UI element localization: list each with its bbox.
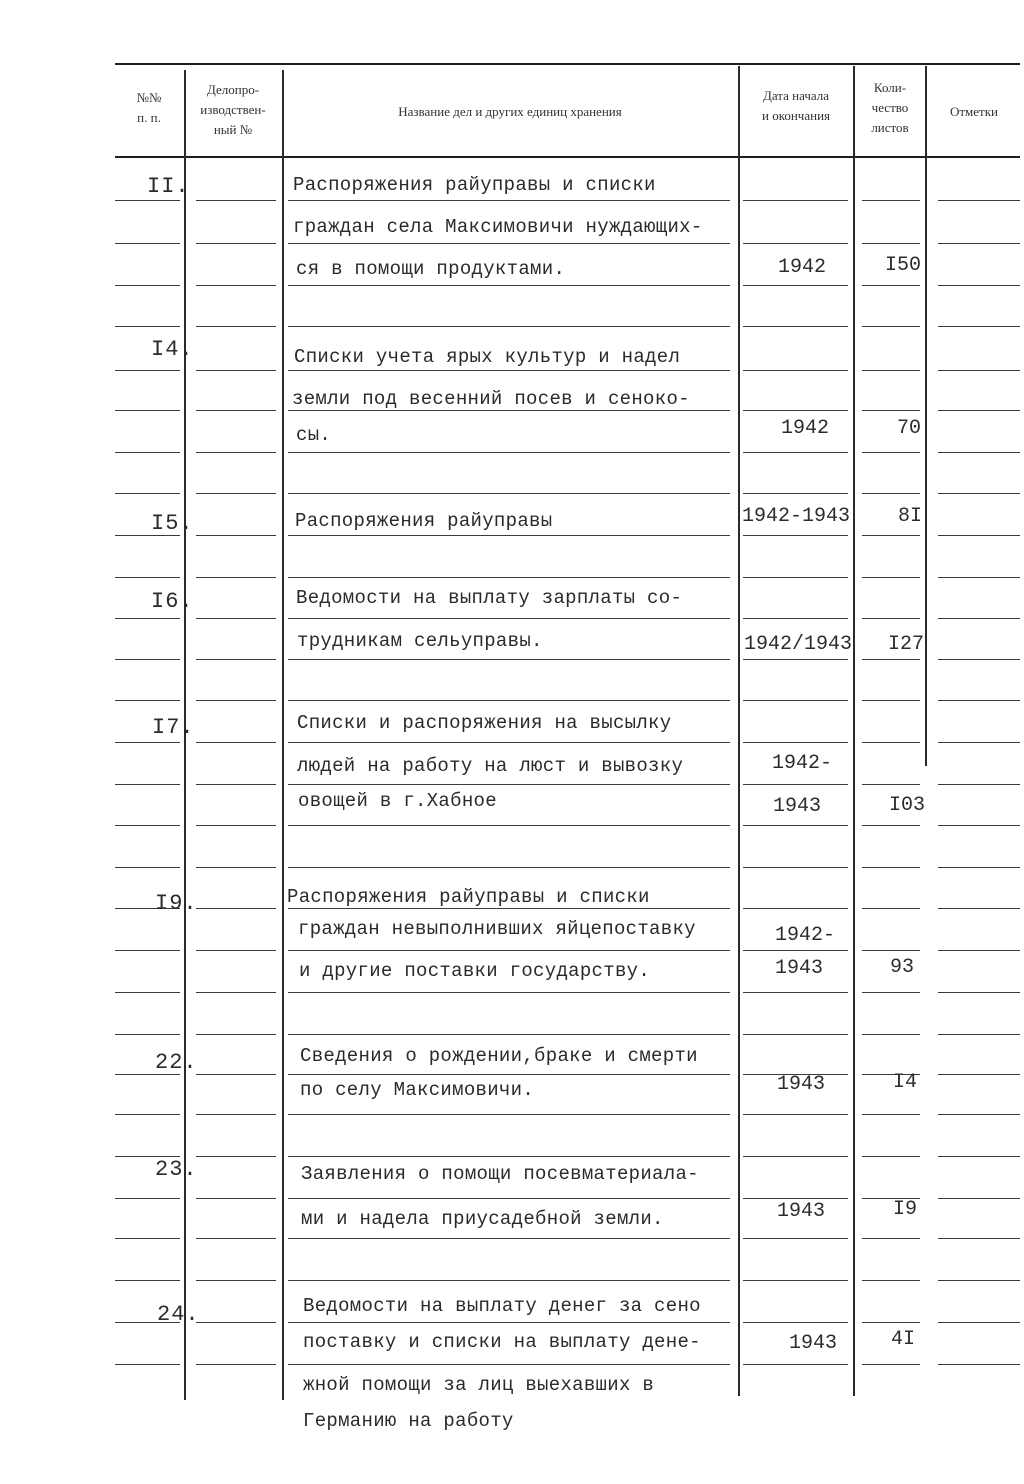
entry-title-line: овощей в г.Хабное: [298, 790, 497, 812]
entry-title-line: граждан невыполнивших яйцепоставку: [298, 918, 696, 940]
entry-number: II.: [147, 174, 190, 199]
ruled-line: [938, 243, 1020, 244]
entry-date-start: 1942-: [775, 924, 836, 947]
ruled-line: [862, 370, 920, 371]
ruled-line: [938, 1238, 1020, 1239]
ruled-line: [115, 950, 180, 951]
ruled-line: [743, 992, 848, 993]
ruled-line: [938, 950, 1020, 951]
ruled-line: [196, 867, 276, 868]
ruled-line: [288, 784, 730, 785]
ruled-line: [115, 493, 180, 494]
ruled-line: [938, 700, 1020, 701]
ruled-line: [743, 535, 848, 536]
entry-date: 1942/1943: [744, 633, 853, 656]
entry-sheet-count: 8I: [898, 505, 923, 528]
entry-title-line: Распоряжения райуправы и списки: [293, 174, 656, 196]
ruled-line: [938, 1074, 1020, 1075]
ruled-line: [196, 370, 276, 371]
ruled-line: [938, 1034, 1020, 1035]
ruled-line: [938, 1280, 1020, 1281]
ruled-line: [938, 825, 1020, 826]
ruled-line: [288, 1322, 730, 1323]
entry-number: I6.: [151, 589, 194, 614]
ruled-line: [115, 410, 180, 411]
ruled-line: [288, 577, 730, 578]
ruled-line: [288, 535, 730, 536]
ruled-line: [743, 243, 848, 244]
ruled-line: [862, 535, 920, 536]
ruled-line: [743, 410, 848, 411]
ruled-line: [938, 784, 1020, 785]
ruled-line: [938, 742, 1020, 743]
ruled-line: [743, 950, 848, 951]
ruled-line: [288, 243, 730, 244]
ruled-line: [196, 992, 276, 993]
entry-sheet-count: I9: [893, 1198, 918, 1221]
ruled-line: [862, 825, 920, 826]
ruled-line: [196, 742, 276, 743]
ruled-line: [938, 452, 1020, 453]
ruled-line: [115, 285, 180, 286]
entry-date: 1942: [778, 256, 827, 279]
entry-title-line: Распоряжения райуправы: [295, 510, 553, 532]
entry-title-line: ся в помощи продуктами.: [296, 258, 566, 280]
ruled-line: [743, 784, 848, 785]
entry-title-line: граждан села Максимовичи нуждающих-: [293, 216, 703, 238]
entry-sheet-count: 4I: [891, 1328, 916, 1351]
ruled-line: [196, 825, 276, 826]
ruled-line: [196, 243, 276, 244]
entry-sheet-count: I27: [888, 633, 925, 656]
header-notes: Отметки: [949, 104, 999, 119]
ruled-line: [115, 1238, 180, 1239]
header-top-rule: [115, 63, 1020, 65]
entry-title-line: Германию на работу: [303, 1410, 514, 1432]
ruled-line: [743, 285, 848, 286]
entry-title-line: Заявления о помощи посевматериала-: [301, 1163, 699, 1185]
ruled-line: [938, 326, 1020, 327]
ruled-line: [115, 742, 180, 743]
ruled-line: [115, 200, 180, 201]
ruled-line: [196, 1198, 276, 1199]
entry-number: I7.: [152, 715, 195, 740]
column-rule-4: [853, 66, 855, 1396]
entry-title-line: Сведения о рождении,браке и смерти: [300, 1045, 698, 1067]
entry-date-start: 1942-: [772, 752, 833, 775]
ruled-line: [862, 493, 920, 494]
entry-date: 1943: [777, 1073, 826, 1096]
entry-title-line: Ведомости на выплату денег за сено: [303, 1295, 701, 1317]
column-rule-5: [925, 66, 927, 766]
entry-title-line: Списки и распоряжения на высылку: [297, 712, 672, 734]
ruled-line: [196, 1156, 276, 1157]
ruled-line: [862, 243, 920, 244]
ruled-line: [938, 867, 1020, 868]
entry-sheet-count: 70: [897, 417, 922, 440]
ruled-line: [743, 1114, 848, 1115]
ruled-line: [743, 1198, 848, 1199]
ruled-line: [196, 1322, 276, 1323]
ruled-line: [288, 1034, 730, 1035]
ruled-line: [862, 1034, 920, 1035]
header-dates: Дата начала и окончания: [761, 88, 831, 124]
ruled-line: [862, 1280, 920, 1281]
ruled-line: [196, 452, 276, 453]
ruled-line: [115, 1034, 180, 1035]
ruled-line: [743, 700, 848, 701]
ruled-line: [115, 659, 180, 660]
entry-title-line: Ведомости на выплату зарплаты со-: [296, 587, 683, 609]
ruled-line: [938, 577, 1020, 578]
ruled-line: [288, 659, 730, 660]
ruled-line: [938, 1114, 1020, 1115]
ruled-line: [115, 1198, 180, 1199]
ruled-line: [938, 493, 1020, 494]
ruled-line: [743, 452, 848, 453]
entry-number: 24.: [157, 1302, 200, 1327]
ruled-line: [743, 370, 848, 371]
ruled-line: [862, 659, 920, 660]
ruled-line: [862, 1322, 920, 1323]
ruled-line: [938, 908, 1020, 909]
entry-title-line: Списки учета ярых культур и надел: [294, 346, 681, 368]
entry-date: 1942: [781, 417, 830, 440]
ruled-line: [115, 992, 180, 993]
entry-sheet-count: I50: [885, 254, 922, 277]
ruled-line: [288, 493, 730, 494]
ruled-line: [743, 867, 848, 868]
ruled-line: [938, 992, 1020, 993]
entry-number: I4.: [151, 337, 194, 362]
column-rule-3: [738, 66, 740, 1396]
ruled-line: [196, 285, 276, 286]
ruled-line: [743, 1156, 848, 1157]
entry-title-line: сы.: [296, 424, 332, 446]
ruled-line: [115, 452, 180, 453]
ruled-line: [115, 1364, 180, 1365]
ruled-line: [196, 1034, 276, 1035]
ruled-line: [862, 867, 920, 868]
ruled-line: [288, 200, 730, 201]
ruled-line: [938, 1364, 1020, 1365]
ruled-line: [743, 1238, 848, 1239]
entry-title-line: поставку и списки на выплату дене-: [303, 1331, 701, 1353]
ruled-line: [862, 285, 920, 286]
ruled-line: [938, 370, 1020, 371]
ruled-line: [115, 577, 180, 578]
ruled-line: [743, 326, 848, 327]
entry-number: 22.: [155, 1050, 198, 1075]
ruled-line: [862, 992, 920, 993]
ruled-line: [862, 1238, 920, 1239]
ruled-line: [862, 1364, 920, 1365]
ruled-line: [196, 784, 276, 785]
ruled-line: [288, 950, 730, 951]
ruled-line: [862, 452, 920, 453]
ruled-line: [862, 200, 920, 201]
ruled-line: [288, 742, 730, 743]
ruled-line: [862, 1156, 920, 1157]
ruled-line: [288, 370, 730, 371]
entry-number: I5.: [151, 511, 194, 536]
ruled-line: [743, 742, 848, 743]
ruled-line: [115, 370, 180, 371]
ruled-line: [196, 659, 276, 660]
ruled-line: [196, 1114, 276, 1115]
ruled-line: [115, 326, 180, 327]
ruled-line: [288, 1114, 730, 1115]
ruled-line: [743, 577, 848, 578]
entry-sheet-count: I03: [889, 794, 926, 817]
ruled-line: [743, 825, 848, 826]
ruled-line: [938, 285, 1020, 286]
ruled-line: [743, 1322, 848, 1323]
ruled-line: [115, 1114, 180, 1115]
entry-date-end: 1943: [775, 957, 824, 980]
ruled-line: [862, 908, 920, 909]
column-rule-2: [282, 70, 284, 1400]
header-sheet-count: Коли- чество листов: [871, 80, 909, 136]
ruled-line: [743, 1034, 848, 1035]
entry-title-line: земли под весенний посев и сеноко-: [292, 388, 690, 410]
ruled-line: [743, 618, 848, 619]
ruled-line: [743, 1280, 848, 1281]
ruled-line: [196, 950, 276, 951]
ruled-line: [196, 1364, 276, 1365]
entry-sheet-count: 93: [890, 956, 915, 979]
entry-date: 1942-1943: [742, 505, 851, 528]
ruled-line: [938, 535, 1020, 536]
ruled-line: [743, 1364, 848, 1365]
ruled-line: [288, 825, 730, 826]
ruled-line: [196, 1074, 276, 1075]
ruled-line: [862, 326, 920, 327]
ruled-line: [938, 1198, 1020, 1199]
ruled-line: [288, 285, 730, 286]
ruled-line: [743, 200, 848, 201]
ruled-line: [288, 1280, 730, 1281]
ruled-line: [938, 1322, 1020, 1323]
ruled-line: [196, 618, 276, 619]
ruled-line: [115, 700, 180, 701]
ruled-line: [288, 1074, 730, 1075]
header-title: Название дел и других единиц хранения: [398, 104, 622, 119]
ruled-line: [938, 1156, 1020, 1157]
ruled-line: [288, 867, 730, 868]
entry-title-line: людей на работу на люст и вывозку: [297, 755, 684, 777]
ruled-line: [862, 577, 920, 578]
ruled-line: [288, 908, 730, 909]
ruled-line: [862, 950, 920, 951]
entry-title-line: жной помощи за лиц выехавших в: [303, 1374, 655, 1396]
entry-title-line: ми и надела приусадебной земли.: [301, 1208, 664, 1230]
ruled-line: [196, 700, 276, 701]
ruled-line: [862, 618, 920, 619]
ruled-line: [288, 410, 730, 411]
ruled-line: [196, 200, 276, 201]
ruled-line: [288, 1156, 730, 1157]
ruled-line: [288, 452, 730, 453]
ruled-line: [288, 992, 730, 993]
ruled-line: [743, 659, 848, 660]
ruled-line: [288, 326, 730, 327]
ruled-line: [938, 618, 1020, 619]
ruled-line: [196, 1280, 276, 1281]
entry-number: 23.: [155, 1157, 198, 1182]
entry-title-line: трудникам сельуправы.: [297, 630, 543, 652]
entry-number: I9.: [155, 891, 198, 916]
entry-date-end: 1943: [773, 795, 822, 818]
ruled-line: [938, 659, 1020, 660]
ruled-line: [862, 742, 920, 743]
ruled-line: [115, 243, 180, 244]
ruled-line: [115, 784, 180, 785]
entry-title-line: и другие поставки государству.: [299, 960, 651, 982]
entry-sheet-count: I4: [893, 1071, 918, 1094]
ruled-line: [743, 908, 848, 909]
ruled-line: [115, 867, 180, 868]
ruled-line: [196, 1238, 276, 1239]
header-office-number: Делопро- изводствен- ный №: [200, 82, 266, 138]
ruled-line: [196, 908, 276, 909]
ruled-line: [862, 1114, 920, 1115]
ruled-line: [862, 410, 920, 411]
ruled-line: [115, 618, 180, 619]
ruled-line: [288, 700, 730, 701]
header-number: №№ п. п.: [136, 90, 162, 126]
ruled-line: [938, 410, 1020, 411]
ruled-line: [115, 825, 180, 826]
ruled-line: [862, 700, 920, 701]
ruled-line: [288, 1198, 730, 1199]
ruled-line: [196, 326, 276, 327]
ruled-line: [196, 410, 276, 411]
header-bottom-rule: [115, 156, 1020, 158]
ruled-line: [288, 618, 730, 619]
ruled-line: [288, 1238, 730, 1239]
entry-date: 1943: [789, 1332, 838, 1355]
ruled-line: [196, 493, 276, 494]
ruled-line: [862, 784, 920, 785]
ruled-line: [938, 200, 1020, 201]
ruled-line: [288, 1364, 730, 1365]
ruled-line: [743, 493, 848, 494]
entry-title-line: по селу Максимовичи.: [300, 1079, 535, 1101]
entry-title-line: Распоряжения райуправы и списки: [287, 886, 650, 908]
entry-date: 1943: [777, 1200, 826, 1223]
ruled-line: [115, 1280, 180, 1281]
ruled-line: [196, 535, 276, 536]
ruled-line: [196, 577, 276, 578]
